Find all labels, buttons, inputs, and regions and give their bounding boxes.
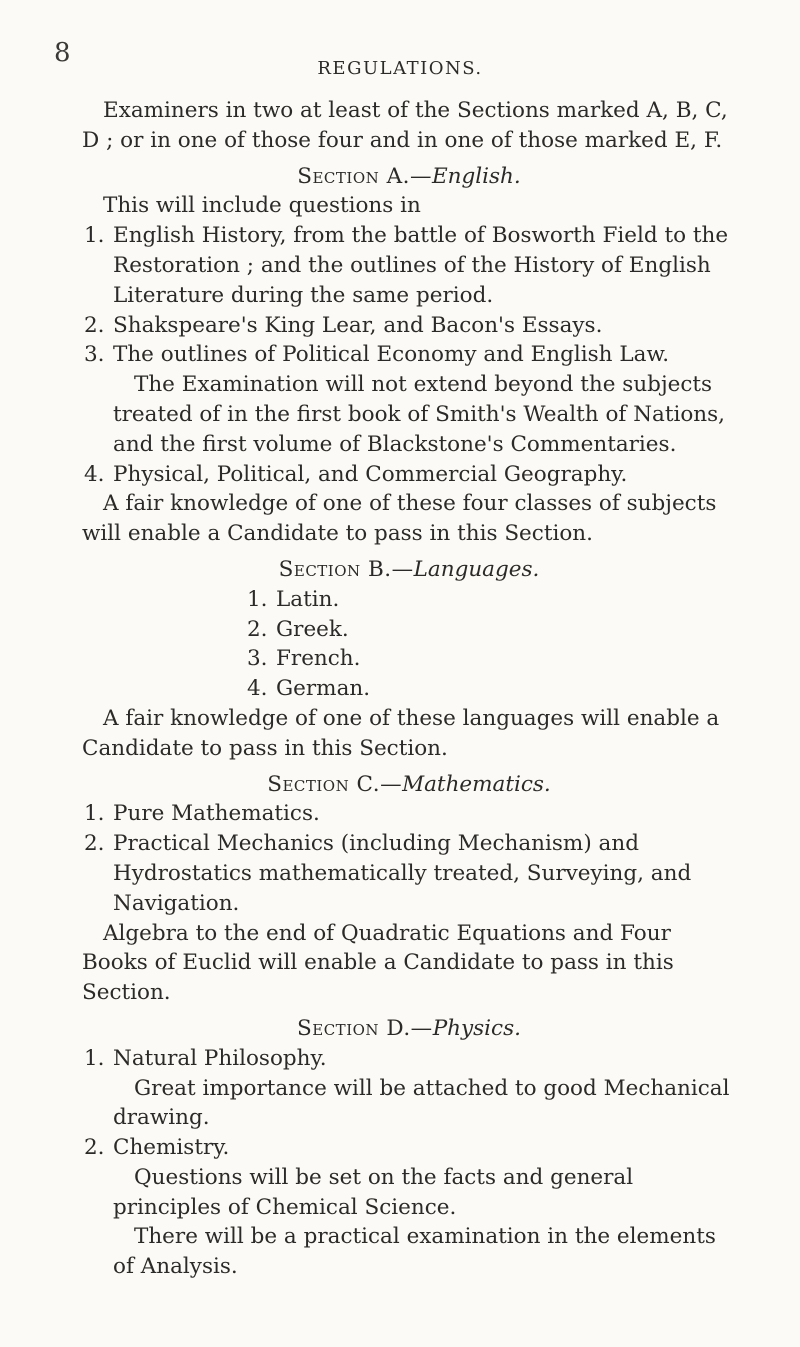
- item-number: 2.: [84, 312, 105, 338]
- list-item: [82, 585, 736, 615]
- item-number: 1.: [84, 801, 105, 827]
- item-text: French.: [276, 646, 361, 672]
- item-note: There will be a practical examination in the elements of Analysis.: [113, 1224, 716, 1280]
- section-a-label: Section A.—: [297, 163, 432, 189]
- item-text: Shakspeare's King Lear, and Bacon's Essays.: [113, 312, 603, 338]
- section-a-lead: This will include questions in: [103, 193, 421, 219]
- list-item: [82, 799, 736, 829]
- item-text: Latin.: [276, 586, 340, 612]
- item-number: 2.: [247, 616, 268, 642]
- page-body: [82, 96, 736, 1282]
- list-item: [82, 221, 736, 310]
- item-number: 4.: [247, 676, 268, 702]
- section-b-closing: A fair knowledge of one of these languages will enable a Candidate to pass in this Section.: [82, 705, 720, 761]
- item-text: Chemistry.: [113, 1135, 230, 1161]
- list-item: [82, 674, 736, 704]
- page-number: 8: [54, 38, 71, 68]
- item-number: 1.: [84, 223, 105, 249]
- item-number: 1.: [247, 586, 268, 612]
- section-b-heading: [82, 555, 736, 585]
- item-number: 3.: [84, 342, 105, 368]
- item-text: Natural Philosophy.: [113, 1045, 327, 1071]
- item-text: German.: [276, 676, 371, 702]
- section-b-label: Section B.—: [278, 556, 414, 582]
- item-number: 1.: [84, 1045, 105, 1071]
- list-item: [82, 644, 736, 674]
- item-note: Great importance will be attached to good Mechanical drawing.: [113, 1075, 730, 1131]
- list-item: [82, 340, 736, 370]
- section-c-closing: Algebra to the end of Quadratic Equations and Four Books of Euclid will enable a Candidate to pass in this Section.: [82, 920, 674, 1006]
- section-b-title: Languages.: [413, 556, 540, 582]
- section-d-heading: [82, 1014, 736, 1044]
- section-a-closing: A fair knowledge of one of these four classes of subjects will enable a Candidate to pass in this Section.: [82, 491, 717, 547]
- item-text: English History, from the battle of Bosworth Field to the Restoration ; and the outlines of the History of English Literature during the same period.: [113, 223, 729, 308]
- list-item: [82, 1133, 736, 1163]
- item-number: 2.: [84, 831, 105, 857]
- list-item: [82, 1044, 736, 1074]
- list-item: [82, 460, 736, 490]
- section-a-title: English.: [431, 163, 521, 189]
- item-number: 2.: [84, 1135, 105, 1161]
- section-d-title: Physics.: [432, 1015, 521, 1041]
- list-item: [82, 829, 736, 918]
- item-number: 3.: [247, 646, 268, 672]
- item-note: The Examination will not extend beyond the subjects treated of in the first book of Smith's Wealth of Nations, and the first volume of Blackstone's Commentaries.: [113, 372, 726, 457]
- section-c-title: Mathematics.: [402, 771, 551, 797]
- list-item: [82, 615, 736, 645]
- running-head: REGULATIONS.: [317, 58, 483, 79]
- item-note: Questions will be set on the facts and general principles of Chemical Science.: [113, 1164, 634, 1220]
- section-c-label: Section C.—: [267, 771, 403, 797]
- section-c-heading: [82, 770, 736, 800]
- intro-paragraph: Examiners in two at least of the Sections marked A, B, C, D ; or in one of those four and in one of those marked E, F.: [82, 98, 728, 153]
- item-number: 4.: [84, 461, 105, 487]
- list-item: [82, 311, 736, 341]
- item-text: Greek.: [276, 616, 349, 642]
- section-a-heading: [82, 162, 736, 192]
- item-text: Physical, Political, and Commercial Geography.: [113, 461, 628, 487]
- item-text: The outlines of Political Economy and English Law.: [113, 342, 670, 368]
- item-text: Pure Mathematics.: [113, 801, 320, 827]
- section-d-label: Section D.—: [297, 1015, 433, 1041]
- item-text: Practical Mechanics (including Mechanism) and Hydrostatics mathematically treated, Surveying, and Navigation.: [113, 831, 692, 916]
